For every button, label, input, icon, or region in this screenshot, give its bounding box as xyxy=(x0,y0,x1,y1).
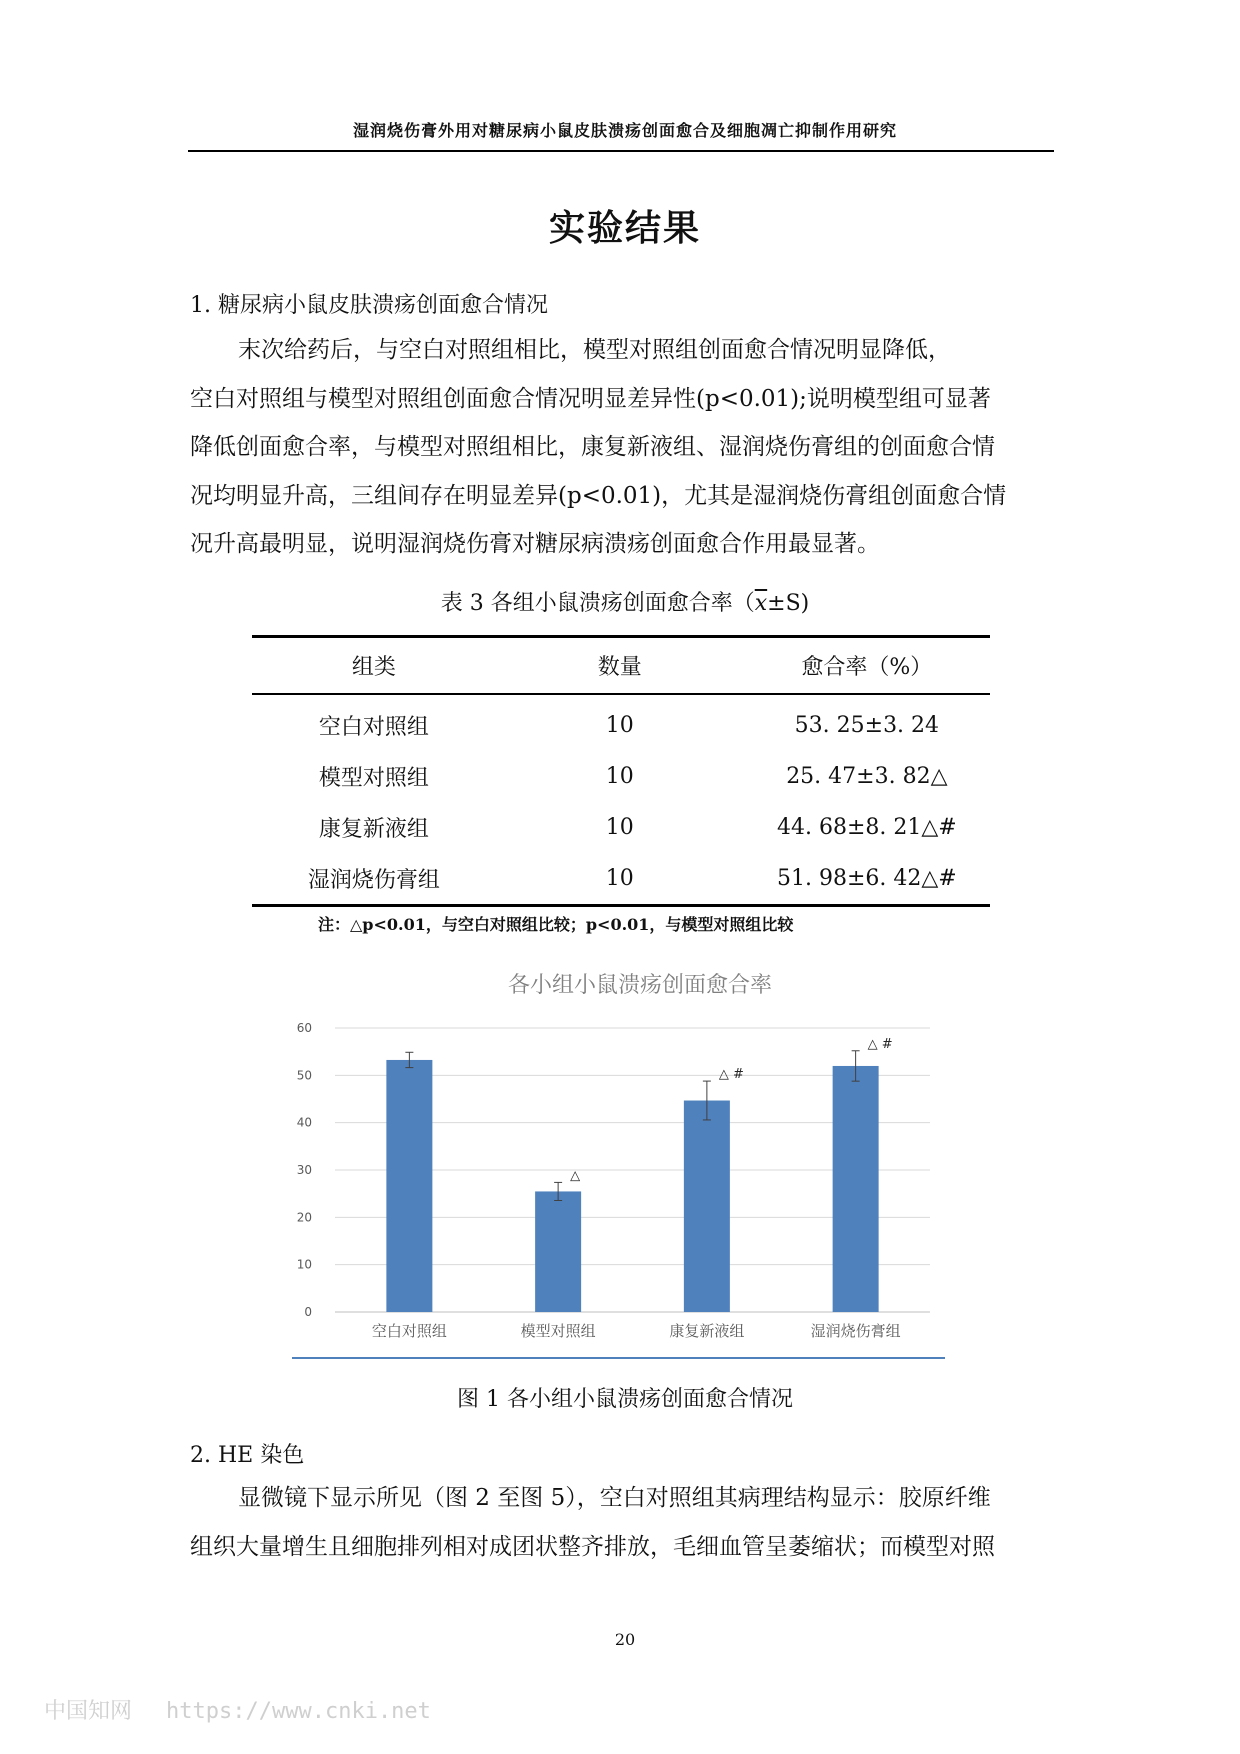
y-tick-label: 30 xyxy=(296,1163,312,1177)
table-cell-count: 10 xyxy=(605,764,634,789)
paragraph-he-staining xyxy=(190,1474,1056,1571)
table-cell-group: 湿润烧伤膏组 xyxy=(252,853,496,906)
y-tick-label: 0 xyxy=(304,1305,312,1319)
table-row xyxy=(252,751,990,802)
table-note: 注：△p<0.01，与空白对照组比较；p<0.01，与模型对照组比较 xyxy=(318,915,794,934)
table-cell-group: 空白对照组 xyxy=(318,715,429,740)
bar xyxy=(833,1066,879,1312)
table-cell-rate: 25. 47±3. 82△ xyxy=(786,764,948,789)
x-tick-label: 湿润烧伤膏组 xyxy=(810,1322,901,1340)
subheading-wound-healing: 1. 糖尿病小鼠皮肤溃疡创面愈合情况 xyxy=(190,293,548,318)
running-header: 湿润烧伤膏外用对糖尿病小鼠皮肤溃疡创面愈合及细胞凋亡抑制作用研究 xyxy=(352,121,897,140)
table-row xyxy=(252,694,990,751)
y-tick-label: 10 xyxy=(296,1257,312,1272)
significance-annotation: △ # xyxy=(718,1067,744,1083)
paragraph-line: 况升高最明显，说明湿润烧伤膏对糖尿病溃疡创面愈合作用最显著。 xyxy=(190,531,880,557)
results-table xyxy=(252,635,990,907)
watermark-url: https://www.cnki.net xyxy=(166,1699,431,1724)
paragraph-line: 空白对照组与模型对照组创面愈合情况明显差异性(p<0.01);说明模型组可显著 xyxy=(190,385,991,412)
table-caption xyxy=(190,586,1060,617)
table-cell-rate: 51. 98±6. 42△# xyxy=(744,853,990,906)
y-tick-label: 40 xyxy=(296,1115,312,1130)
bar xyxy=(535,1191,581,1312)
y-tick-label: 60 xyxy=(296,1021,312,1035)
table-row xyxy=(252,853,990,906)
watermark-brand: 中国知网 xyxy=(44,1699,133,1724)
watermark xyxy=(44,1694,431,1725)
header-rule xyxy=(188,150,1054,152)
section-title: 实验结果 xyxy=(548,207,701,249)
paragraph-line: 显微镜下显示所见（图 2 至图 5），空白对照组其病理结构显示：胶原纤维 xyxy=(238,1485,991,1511)
paragraph-wound-healing xyxy=(190,326,1056,569)
table-cell-rate: 53. 25±3. 24 xyxy=(794,713,940,738)
x-tick-label: 模型对照组 xyxy=(520,1322,596,1340)
paragraph-line: 组织大量增生且细胞排列相对成团状整齐排放，毛细血管呈萎缩状；而模型对照 xyxy=(190,1533,995,1560)
paragraph-line: 降低创面愈合率，与模型对照组相比，康复新液组、湿润烧伤膏组的创面愈合情 xyxy=(190,434,995,460)
chart-title: 各小组小鼠溃疡创面愈合率 xyxy=(507,973,773,998)
paragraph-line: 况均明显升高，三组间存在明显差异(p<0.01)，尤其是湿润烧伤膏组创面愈合情 xyxy=(190,482,1007,509)
table-header-group: 组类 xyxy=(252,637,496,695)
table-cell-count: 10 xyxy=(605,713,634,738)
significance-annotation: △ xyxy=(570,1168,581,1184)
bar xyxy=(386,1060,432,1312)
table-cell-count: 10 xyxy=(605,815,634,840)
table-caption-prefix: 表 3 各组小鼠溃疡创面愈合率（ xyxy=(440,591,755,616)
table-row xyxy=(252,802,990,853)
paragraph-line: 末次给药后，与空白对照组相比，模型对照组创面愈合情况明显降低， xyxy=(238,337,951,363)
table-cell-count: 10 xyxy=(496,853,744,906)
x-tick-label: 康复新液组 xyxy=(669,1322,745,1340)
table-header-rate: 愈合率（%） xyxy=(744,637,990,695)
table-header-count: 数量 xyxy=(496,637,744,695)
bar-chart xyxy=(290,960,960,1370)
x-tick-label: 空白对照组 xyxy=(371,1322,447,1340)
subheading-he-staining: 2. HE 染色 xyxy=(190,1443,305,1468)
table-caption-suffix: ±S) xyxy=(767,591,810,616)
table-header-row xyxy=(252,637,990,695)
y-tick-label: 50 xyxy=(296,1068,312,1083)
table-caption-mean-symbol: $\overline{x}$ xyxy=(754,591,768,616)
table-cell-rate: 44. 68±8. 21△# xyxy=(776,815,957,840)
y-tick-label: 20 xyxy=(296,1210,312,1225)
bar xyxy=(684,1101,730,1312)
figure-caption: 图 1 各小组小鼠溃疡创面愈合情况 xyxy=(457,1387,793,1412)
page-number: 20 xyxy=(614,1630,636,1649)
table-cell-group: 康复新液组 xyxy=(318,817,429,842)
table-cell-group: 模型对照组 xyxy=(318,766,429,791)
significance-annotation: △ # xyxy=(867,1036,893,1052)
